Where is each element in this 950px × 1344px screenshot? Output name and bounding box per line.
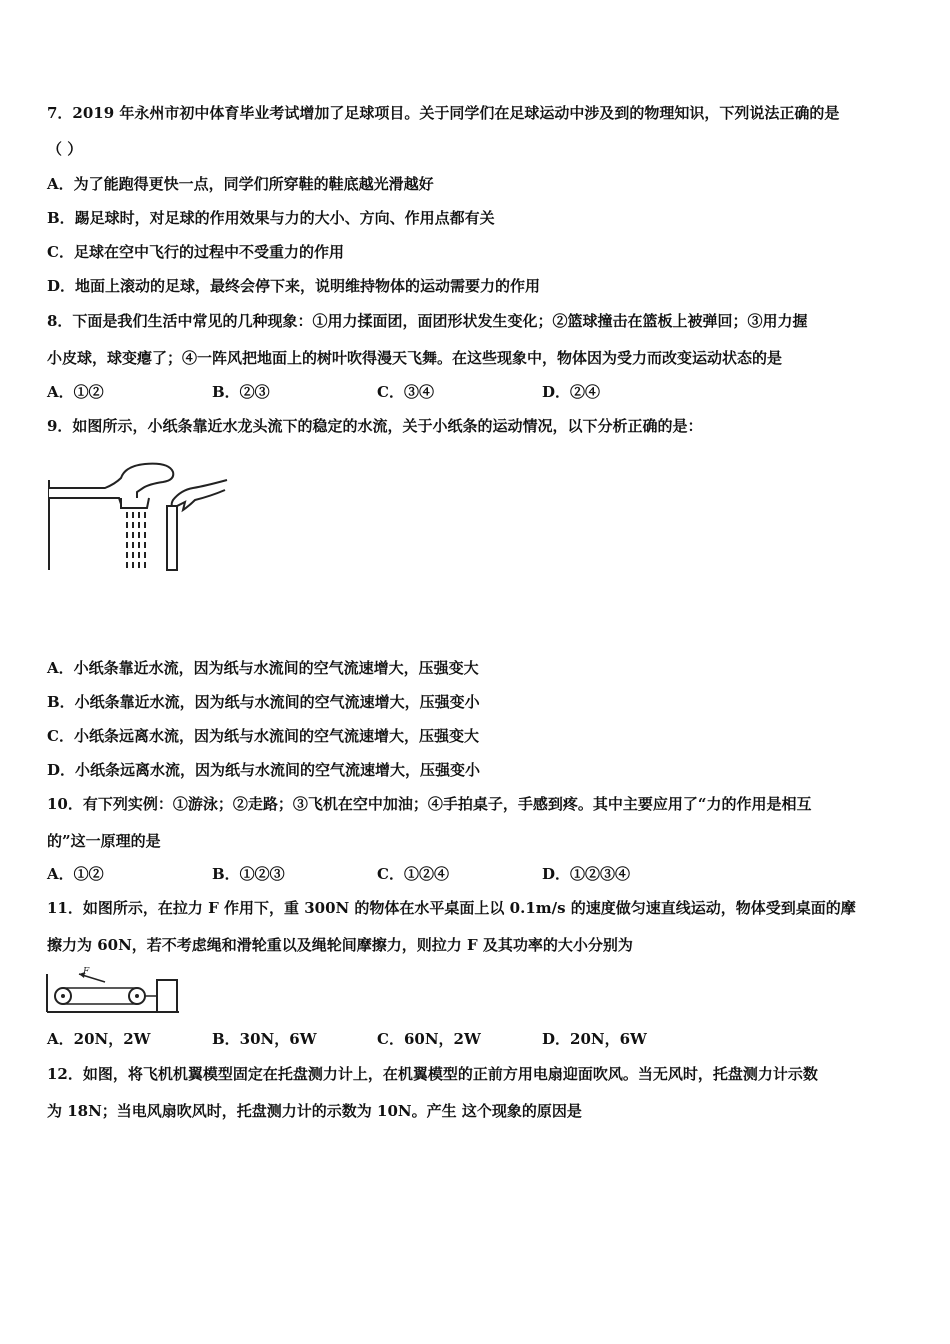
q11-option-d: D．20N，6W bbox=[542, 1030, 647, 1048]
q11-option-a: A．20N，2W bbox=[47, 1030, 151, 1048]
q8-option-c: C．③④ bbox=[377, 383, 434, 401]
q10-option-b: B．①②③ bbox=[212, 865, 285, 883]
paper-strip bbox=[167, 506, 177, 570]
water-stream bbox=[127, 512, 145, 570]
q12-stem-line-2: 为 18N；当电风扇吹风时，托盘测力计的示数为 10N。产生 这个现象的原因是 bbox=[47, 1102, 582, 1120]
q8-option-b: B．②③ bbox=[212, 383, 270, 401]
q10-option-c: C．①②④ bbox=[377, 865, 449, 883]
q7-option-a: A．为了能跑得更快一点，同学们所穿鞋的鞋底越光滑越好 bbox=[47, 175, 434, 193]
faucet-spout bbox=[121, 498, 149, 508]
q11-option-b: B．30N，6W bbox=[212, 1030, 317, 1048]
q7-option-c: C．足球在空中飞行的过程中不受重力的作用 bbox=[47, 243, 344, 261]
q8-stem-line-2: 小皮球，球变瘪了；④一阵风把地面上的树叶吹得漫天飞舞。在这些现象中，物体因为受力而改变运动状态的是 bbox=[47, 349, 783, 367]
object-block bbox=[157, 980, 177, 1012]
force-label: F bbox=[83, 967, 90, 977]
faucet-icon bbox=[49, 464, 173, 504]
q11-option-c: C．60N，2W bbox=[377, 1030, 481, 1048]
q8-option-d: D．②④ bbox=[542, 383, 601, 401]
q7-option-b: B．踢足球时，对足球的作用效果与力的大小、方向、作用点都有关 bbox=[47, 209, 495, 227]
faucet-and-paper-strip-figure bbox=[45, 458, 230, 576]
q10-option-d: D．①②③④ bbox=[542, 865, 631, 883]
q7-stem-line-2: （ ） bbox=[47, 140, 83, 158]
q10-option-a: A．①② bbox=[47, 865, 104, 883]
q11-stem-line-1: 11．如图所示，在拉力 F 作用下，重 300N 的物体在水平桌面上以 0.1m/s 的速度做匀速直线运动，物体受到桌面的摩 bbox=[47, 899, 856, 917]
q8-stem-line-1: 8．下面是我们生活中常见的几种现象：①用力揉面团，面团形状发生变化；②篮球撞击在篮板上被弹回；③用力握 bbox=[47, 312, 808, 330]
q9-stem: 9．如图所示，小纸条靠近水龙头流下的稳定的水流，关于小纸条的运动情况，以下分析正确的是： bbox=[47, 417, 703, 435]
pulley-system-figure bbox=[45, 966, 181, 1016]
q9-option-a: A．小纸条靠近水流，因为纸与水流间的空气流速增大，压强变大 bbox=[47, 659, 479, 677]
hand-icon bbox=[172, 480, 227, 510]
q12-stem-line-1: 12．如图，将飞机机翼模型固定在托盘测力计上，在机翼模型的正前方用电扇迎面吹风。当无风时，托盘测力计示数 bbox=[47, 1065, 818, 1083]
q11-stem-line-2: 擦力为 60N，若不考虑绳和滑轮重以及绳轮间摩擦力，则拉力 F 及其功率的大小分别为 bbox=[47, 936, 633, 954]
q9-option-d: D．小纸条远离水流，因为纸与水流间的空气流速增大，压强变小 bbox=[47, 761, 481, 779]
q7-stem-line-1: 7．2019 年永州市初中体育毕业考试增加了足球项目。关于同学们在足球运动中涉及到的物理知识，下列说法正确的是 bbox=[47, 104, 840, 122]
q10-stem-line-1: 10．有下列实例：①游泳；②走路；③飞机在空中加油；④手拍桌子，手感到疼。其中主要应用了“力的作用是相互 bbox=[47, 795, 812, 813]
q10-stem-line-2: 的”这一原理的是 bbox=[47, 832, 161, 850]
q8-option-a: A．①② bbox=[47, 383, 104, 401]
q7-option-d: D．地面上滚动的足球，最终会停下来，说明维持物体的运动需要力的作用 bbox=[47, 277, 541, 295]
q9-option-c: C．小纸条远离水流，因为纸与水流间的空气流速增大，压强变大 bbox=[47, 727, 479, 745]
q9-option-b: B．小纸条靠近水流，因为纸与水流间的空气流速增大，压强变小 bbox=[47, 693, 480, 711]
